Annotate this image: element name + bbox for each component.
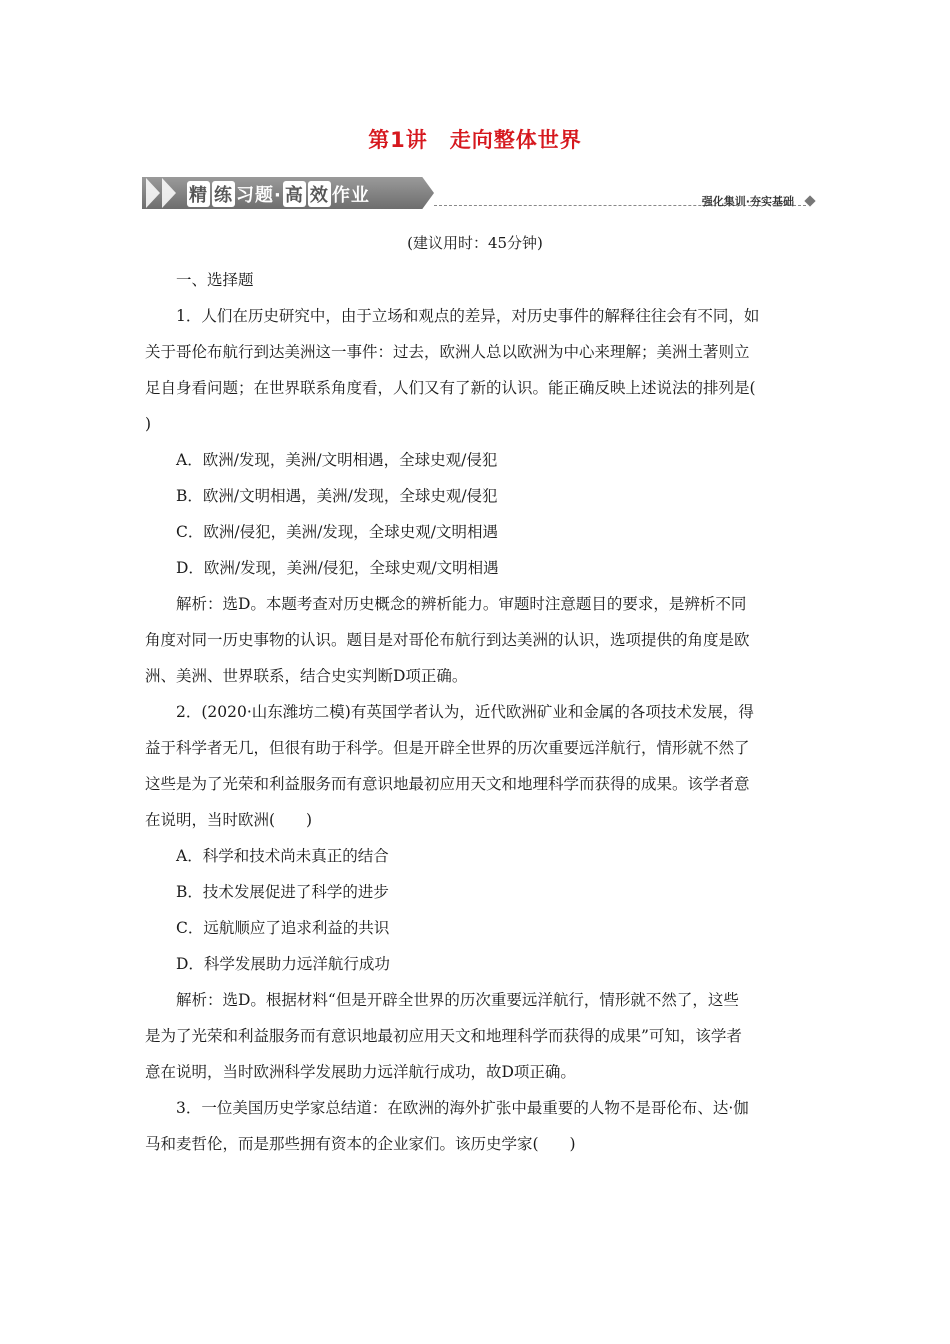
question-content xyxy=(145,262,810,1162)
banner-char: 高 xyxy=(283,181,306,207)
q1-option-a: A．欧洲/发现，美洲/文明相遇，全球史观/侵犯 xyxy=(176,451,498,469)
q3-stem-line: 3．一位美国历史学家总结道：在欧洲的海外扩张中最重要的人物不是哥伦布、达·伽 xyxy=(176,1099,749,1117)
q2-option-c: C．远航顺应了追求利益的共识 xyxy=(176,919,390,937)
banner-left-text xyxy=(186,181,370,207)
q1-analysis-line: 洲、美洲、世界联系，结合史实判断D项正确。 xyxy=(145,667,468,685)
q1-stem-line: 1．人们在历史研究中，由于立场和观点的差异，对历史事件的解释往往会有不同，如 xyxy=(176,307,760,325)
banner-right-text: 强化集训·夯实基础 xyxy=(701,195,794,208)
q2-stem-line: 益于科学者无几，但很有助于科学。但是开辟全世界的历次重要远洋航行，情形就不然了 xyxy=(145,739,750,757)
q1-option-c: C．欧洲/侵犯，美洲/发现，全球史观/文明相遇 xyxy=(176,523,499,541)
q2-analysis-line: 意在说明，当时欧洲科学发展助力远洋航行成功，故D项正确。 xyxy=(145,1063,576,1081)
section-banner xyxy=(142,175,822,213)
chevron-icon xyxy=(162,178,176,208)
q2-stem-line: 这些是为了光荣和利益服务而有意识地最初应用天文和地理科学而获得的成果。该学者意 xyxy=(145,775,750,793)
banner-char: 练 xyxy=(212,181,235,207)
q1-analysis-line: 解析：选D。本题考查对历史概念的辨析能力。审题时注意题目的要求，是辨析不同 xyxy=(176,595,747,613)
q2-analysis-line: 解析：选D。根据材料“但是开辟全世界的历次重要远洋航行，情形就不然了，这些 xyxy=(176,991,739,1009)
q1-stem-line: 关于哥伦布航行到达美洲这一事件：过去，欧洲人总以欧洲为中心来理解；美洲土著则立 xyxy=(145,343,750,361)
banner-char: 精 xyxy=(187,181,210,207)
q1-stem-line: 足自身看问题；在世界联系角度看，人们又有了新的认识。能正确反映上述说法的排列是( xyxy=(145,379,756,397)
chevron-icon xyxy=(146,178,160,208)
banner-word: 作业 xyxy=(331,185,370,206)
banner-word: 习题 xyxy=(236,185,274,206)
q2-option-a: A．科学和技术尚未真正的结合 xyxy=(176,847,389,865)
q2-option-b: B．技术发展促进了科学的进步 xyxy=(176,883,389,901)
q1-stem-line: ) xyxy=(145,415,152,433)
q2-option-d: D．科学发展助力远洋航行成功 xyxy=(176,955,390,973)
diamond-icon xyxy=(804,195,815,206)
section-heading: 一、选择题 xyxy=(176,271,254,289)
time-note: (建议用时：45分钟) xyxy=(407,234,543,252)
banner-char: 效 xyxy=(308,181,331,207)
q2-stem-line: 2．(2020·山东潍坊二模)有英国学者认为，近代欧洲矿业和金属的各项技术发展，得 xyxy=(176,703,754,721)
q1-option-d: D．欧洲/发现，美洲/侵犯，全球史观/文明相遇 xyxy=(176,559,499,577)
page-title: 第1讲 走向整体世界 xyxy=(368,128,582,152)
q2-analysis-line: 是为了光荣和利益服务而有意识地最初应用天文和地理科学而获得的成果”可知，该学者 xyxy=(145,1027,742,1045)
q1-option-b: B．欧洲/文明相遇，美洲/发现，全球史观/侵犯 xyxy=(176,487,498,505)
q2-stem-line: 在说明，当时欧洲( ) xyxy=(145,811,313,829)
q1-analysis-line: 角度对同一历史事物的认识。题目是对哥伦布航行到达美洲的认识，选项提供的角度是欧 xyxy=(145,631,750,649)
banner-dot: · xyxy=(274,185,282,206)
q3-stem-line: 马和麦哲伦，而是那些拥有资本的企业家们。该历史学家( ) xyxy=(145,1135,576,1153)
